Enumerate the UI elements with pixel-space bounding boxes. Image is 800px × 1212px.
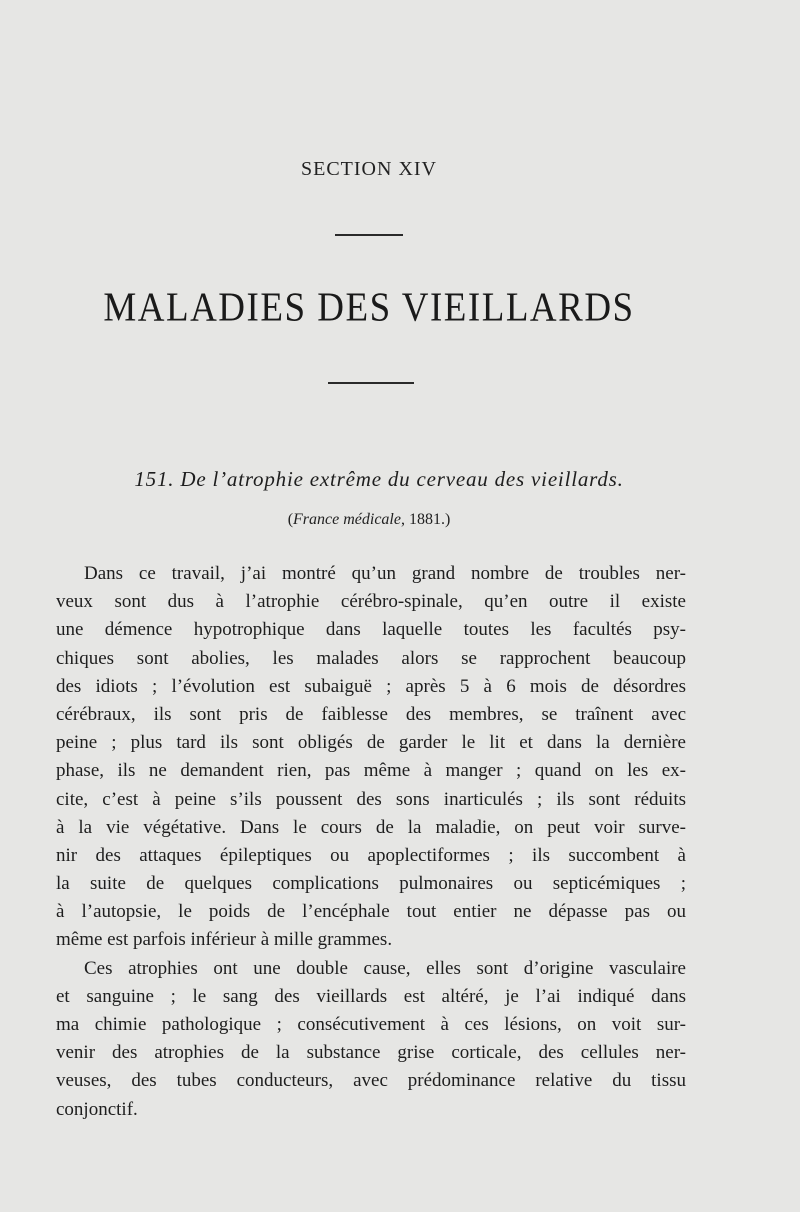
article-source: (France médicale, 1881.) xyxy=(287,511,451,528)
text-line: veuses, des tubes conducteurs, avec prédominance relative du tissu xyxy=(56,1070,686,1092)
text-line: même est parfois inférieur à mille grammes. xyxy=(56,929,393,951)
source-year: 1881 xyxy=(408,511,441,528)
text-line: conjonctif. xyxy=(56,1098,138,1120)
text-line: à l’autopsie, le poids de l’encéphale tout entier ne dépasse pas ou xyxy=(56,901,686,923)
text-line: veux sont dus à l’atrophie cérébro-spinale, qu’en outre il existe xyxy=(56,591,686,613)
text-line: peine ; plus tard ils sont obligés de garder le lit et dans la dernière xyxy=(56,732,686,754)
text-line: la suite de quelques complications pulmonaires ou septicémiques ; xyxy=(56,873,686,895)
text-line: Dans ce travail, j’ai montré qu’un grand nombre de troubles ner- xyxy=(84,563,686,584)
paragraph xyxy=(56,955,686,1124)
paragraph xyxy=(56,560,686,955)
article-heading xyxy=(0,467,758,492)
article-number: 151. xyxy=(134,467,175,491)
text-line: à la vie végétative. Dans le cours de la maladie, on peut voir surve- xyxy=(56,816,686,838)
article-body xyxy=(56,560,686,1124)
source-journal: France médicale xyxy=(293,511,401,528)
title-divider-bottom xyxy=(328,382,414,384)
text-line: et sanguine ; le sang des vieillards est altéré, je l’ai indiqué dans xyxy=(56,985,686,1007)
text-line: nir des attaques épileptiques ou apoplectiformes ; ils succombent à xyxy=(56,844,686,866)
title-divider-top xyxy=(335,234,403,236)
text-line: venir des atrophies de la substance grise corticale, des cellules ner- xyxy=(56,1042,686,1064)
section-label: SECTION XIV xyxy=(301,158,437,180)
text-line: ma chimie pathologique ; consécutivement à ces lésions, on voit sur- xyxy=(56,1014,686,1035)
text-line: chiques sont abolies, les malades alors se rapprochent beaucoup xyxy=(56,647,686,669)
text-line: des idiots ; l’évolution est subaiguë ; après 5 à 6 mois de désordres xyxy=(56,675,686,697)
text-line: phase, ils ne demandent rien, pas même à manger ; quand on les ex- xyxy=(56,760,686,782)
text-line: Ces atrophies ont une double cause, elles sont d’origine vasculaire xyxy=(84,957,686,979)
text-line: cite, c’est à peine s’ils poussent des sons inarticulés ; ils sont réduits xyxy=(56,788,686,810)
chapter-title: MALADIES DES VIEILLARDS xyxy=(103,284,635,331)
article-heading-text: De l’atrophie extrême du cerveau des vieillards. xyxy=(180,467,624,491)
text-line: cérébraux, ils sont pris de faiblesse des membres, se traînent avec xyxy=(56,703,686,725)
text-line: une démence hypotrophique dans laquelle toutes les facultés psy- xyxy=(56,619,686,641)
